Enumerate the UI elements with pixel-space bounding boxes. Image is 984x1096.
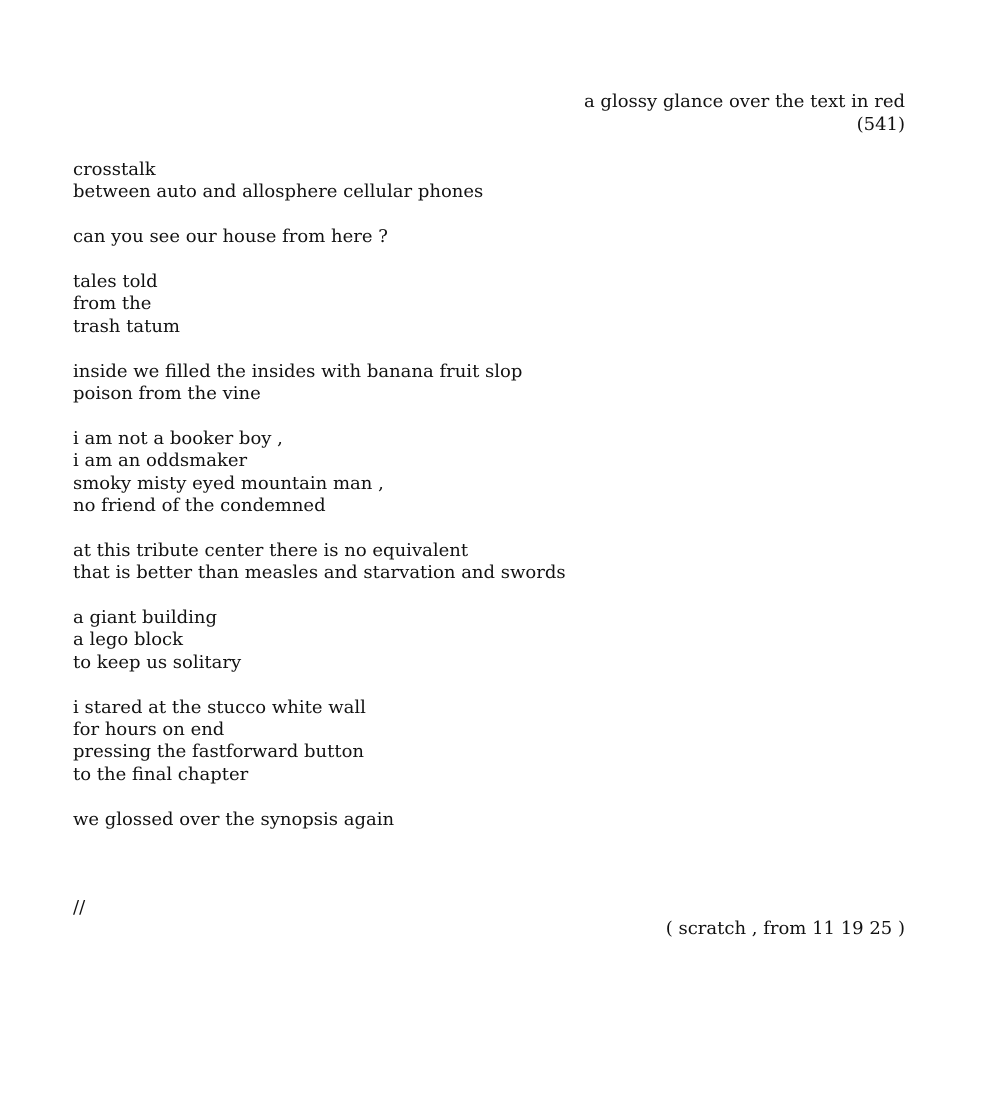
stanza-8 [73,697,566,787]
stanza-1 [73,159,566,204]
poem-line: a lego block [73,629,184,651]
poem-line: we glossed over the synopsis again [73,808,395,830]
poem-title: a glossy glance over the text in red [583,91,905,112]
poem-line: smoky misty eyed mountain man , [73,472,384,494]
stanza-5 [73,428,566,518]
poem-line: inside we filled the insides with banana fruit slop [73,360,523,382]
poem-line: i am an oddsmaker [73,450,248,472]
poem-line: i am not a booker boy , [73,427,283,449]
stanza-4 [73,361,566,406]
poem-line: no friend of the condemned [73,495,326,517]
poem-line: can you see our house from here ? [73,226,388,248]
stanza-9 [73,809,566,831]
poem-line: for hours on end [73,719,225,741]
poem-line: between auto and allosphere cellular phones [73,181,484,203]
poem-line: pressing the fastforward button [73,741,365,763]
poem-line: i stared at the stucco white wall [73,696,366,718]
stanza-3 [73,271,566,338]
poem-line: tales told [73,271,158,292]
poem-line: poison from the vine [73,383,261,405]
poem-body [73,159,566,853]
stanza-7 [73,607,566,674]
poem-line: at this tribute center there is no equivalent [73,539,469,561]
poem-line: to keep us solitary [73,651,242,673]
poem-number: (541) [856,113,905,135]
poem-header [584,91,905,136]
stanza-6 [73,540,566,585]
poem-line: crosstalk [73,159,156,180]
poem-line: a giant building [73,607,218,629]
poem-footer-note: ( scratch , from 11 19 25 ) [665,918,905,939]
poem-line: trash tatum [73,315,180,337]
poem-line: to the final chapter [73,763,249,785]
poem-line: that is better than measles and starvation and swords [73,562,566,584]
stanza-2 [73,226,566,248]
poem-line: from the [73,293,152,315]
section-separator: // [73,897,86,918]
